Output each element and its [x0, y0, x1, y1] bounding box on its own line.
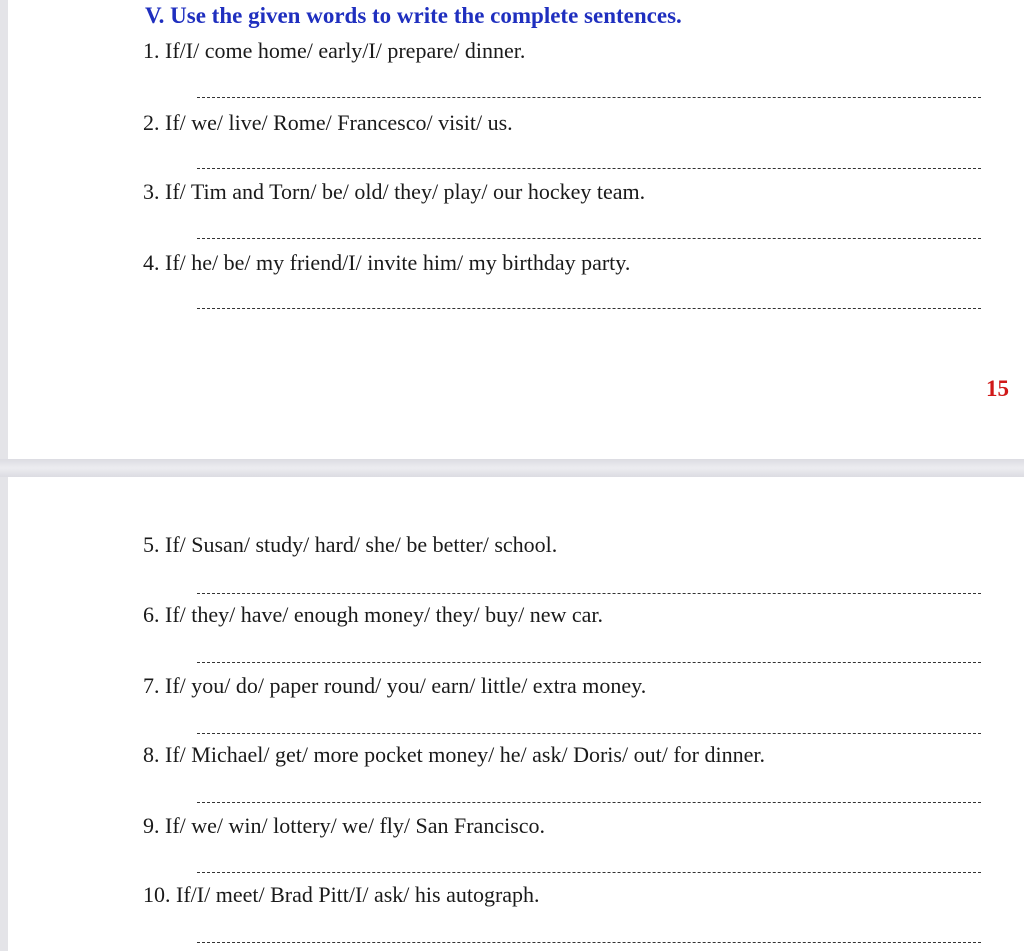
exercise-item-6 — [143, 602, 603, 628]
answer-line-6[interactable] — [197, 662, 981, 663]
item-text: If/ we/ win/ lottery/ we/ fly/ San Francisco. — [165, 813, 546, 838]
answer-line-9[interactable] — [197, 872, 981, 873]
exercise-item-1 — [143, 38, 525, 64]
page-separator — [0, 459, 1024, 477]
exercise-item-4 — [143, 250, 630, 276]
answer-line-7[interactable] — [197, 733, 981, 734]
answer-line-1[interactable] — [197, 97, 981, 98]
exercise-item-2 — [143, 110, 513, 136]
answer-line-8[interactable] — [197, 802, 981, 803]
answer-line-3[interactable] — [197, 238, 981, 239]
item-number: 9. — [143, 813, 160, 838]
exercise-item-7 — [143, 673, 646, 699]
item-text: If/ Michael/ get/ more pocket money/ he/ ask/ Doris/ out/ for dinner. — [165, 742, 765, 767]
page-number: 15 — [986, 376, 1009, 401]
item-number: 6. — [143, 602, 160, 627]
exercise-item-5 — [143, 532, 557, 558]
page-bottom — [8, 477, 1024, 951]
item-number: 7. — [143, 673, 160, 698]
item-text: If/ he/ be/ my friend/I/ invite him/ my birthday party. — [165, 250, 631, 275]
answer-line-10[interactable] — [197, 942, 981, 943]
answer-line-4[interactable] — [197, 308, 981, 309]
item-number: 10. — [143, 882, 171, 907]
item-text: If/I/ meet/ Brad Pitt/I/ ask/ his autograph. — [176, 882, 540, 907]
exercise-item-10 — [143, 882, 540, 908]
exercise-item-9 — [143, 813, 545, 839]
item-text: If/ they/ have/ enough money/ they/ buy/ new car. — [165, 602, 604, 627]
exercise-item-8 — [143, 742, 765, 768]
item-text: If/ Tim and Torn/ be/ old/ they/ play/ our hockey team. — [165, 179, 646, 204]
item-text: If/I/ come home/ early/I/ prepare/ dinner. — [165, 38, 526, 63]
item-number: 1. — [143, 38, 160, 63]
exercise-item-3 — [143, 179, 645, 205]
exercise-heading: V. Use the given words to write the complete sentences. — [145, 3, 682, 28]
item-text: If/ you/ do/ paper round/ you/ earn/ little/ extra money. — [165, 673, 647, 698]
item-text: If/ Susan/ study/ hard/ she/ be better/ school. — [165, 532, 558, 557]
item-number: 8. — [143, 742, 160, 767]
answer-line-5[interactable] — [197, 593, 981, 594]
answer-line-2[interactable] — [197, 168, 981, 169]
item-number: 2. — [143, 110, 160, 135]
item-number: 3. — [143, 179, 160, 204]
page-top — [8, 0, 1024, 459]
item-text: If/ we/ live/ Rome/ Francesco/ visit/ us. — [165, 110, 513, 135]
item-number: 5. — [143, 532, 160, 557]
item-number: 4. — [143, 250, 160, 275]
